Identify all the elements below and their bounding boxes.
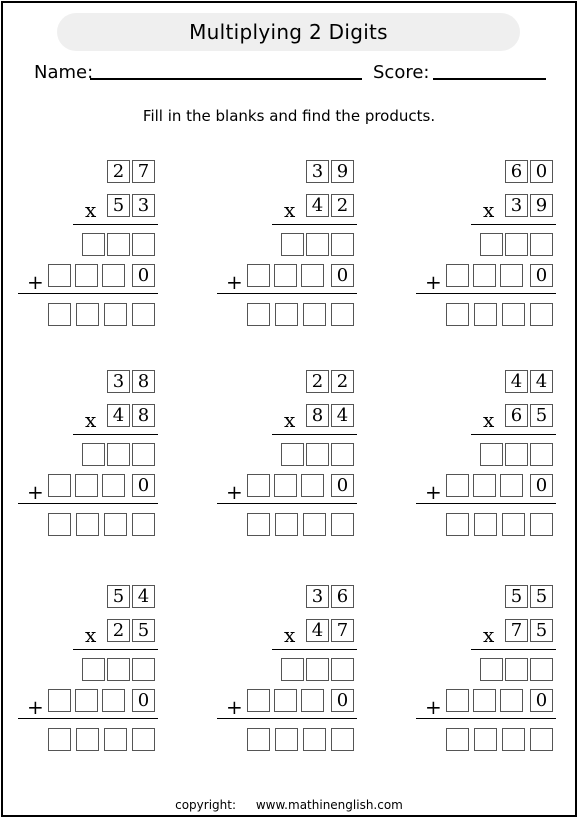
times-sign: x bbox=[483, 198, 495, 222]
partial-product-blank[interactable] bbox=[274, 264, 297, 287]
partial-product-blank[interactable] bbox=[247, 689, 270, 712]
partial-product-blank[interactable] bbox=[107, 443, 130, 466]
sum-line bbox=[217, 503, 357, 504]
plus-sign: + bbox=[27, 270, 44, 294]
multiplier-digit-box: 6 bbox=[505, 404, 528, 427]
multiplier-digit-box: 4 bbox=[107, 404, 130, 427]
product-blank[interactable] bbox=[275, 728, 298, 751]
product-blank[interactable] bbox=[48, 303, 71, 326]
multiplier-digit-box: 4 bbox=[331, 404, 354, 427]
sum-line bbox=[18, 293, 158, 294]
partial-product-blank[interactable] bbox=[102, 689, 125, 712]
top-digit-box: 5 bbox=[107, 585, 130, 608]
plus-sign: + bbox=[27, 480, 44, 504]
placeholder-zero-box: 0 bbox=[132, 474, 155, 497]
partial-product-blank[interactable] bbox=[132, 233, 155, 256]
sum-line bbox=[18, 503, 158, 504]
placeholder-zero-box: 0 bbox=[530, 264, 553, 287]
divider-line bbox=[471, 224, 556, 225]
divider-line bbox=[272, 434, 357, 435]
multiplier-digit-box: 9 bbox=[530, 194, 553, 217]
partial-product-blank[interactable] bbox=[480, 443, 503, 466]
top-digit-box: 7 bbox=[132, 160, 155, 183]
product-blank[interactable] bbox=[474, 303, 497, 326]
multiplier-digit-box: 5 bbox=[107, 194, 130, 217]
partial-product-blank[interactable] bbox=[247, 474, 270, 497]
partial-product-blank[interactable] bbox=[500, 264, 523, 287]
multiplier-digit-box: 5 bbox=[530, 619, 553, 642]
sum-line bbox=[217, 293, 357, 294]
partial-product-blank[interactable] bbox=[247, 264, 270, 287]
product-blank[interactable] bbox=[474, 513, 497, 536]
score-blank[interactable] bbox=[433, 78, 546, 80]
partial-product-blank[interactable] bbox=[48, 474, 71, 497]
multiplier-digit-box: 5 bbox=[132, 619, 155, 642]
top-digit-box: 2 bbox=[306, 370, 329, 393]
multiplier-digit-box: 7 bbox=[505, 619, 528, 642]
top-digit-box: 2 bbox=[107, 160, 130, 183]
sum-line bbox=[18, 718, 158, 719]
placeholder-zero-box: 0 bbox=[331, 689, 354, 712]
times-sign: x bbox=[85, 408, 97, 432]
product-blank[interactable] bbox=[446, 728, 469, 751]
product-blank[interactable] bbox=[247, 303, 270, 326]
product-blank[interactable] bbox=[474, 728, 497, 751]
product-blank[interactable] bbox=[48, 513, 71, 536]
top-digit-box: 4 bbox=[132, 585, 155, 608]
product-blank[interactable] bbox=[446, 513, 469, 536]
sum-line bbox=[416, 718, 556, 719]
partial-product-blank[interactable] bbox=[301, 689, 324, 712]
partial-product-blank[interactable] bbox=[473, 689, 496, 712]
partial-product-blank[interactable] bbox=[75, 689, 98, 712]
worksheet-title bbox=[57, 13, 520, 51]
plus-sign: + bbox=[425, 270, 442, 294]
partial-product-blank[interactable] bbox=[530, 233, 553, 256]
placeholder-zero-box: 0 bbox=[132, 689, 155, 712]
problem-1 bbox=[18, 157, 158, 332]
partial-product-blank[interactable] bbox=[107, 233, 130, 256]
partial-product-blank[interactable] bbox=[102, 264, 125, 287]
multiplier-digit-box: 8 bbox=[132, 404, 155, 427]
product-blank[interactable] bbox=[132, 303, 155, 326]
plus-sign: + bbox=[425, 695, 442, 719]
product-blank[interactable] bbox=[76, 728, 99, 751]
problem-9 bbox=[416, 582, 556, 757]
top-digit-box: 0 bbox=[530, 160, 553, 183]
partial-product-blank[interactable] bbox=[102, 474, 125, 497]
partial-product-blank[interactable] bbox=[132, 443, 155, 466]
times-sign: x bbox=[284, 408, 296, 432]
title-text: Multiplying 2 Digits bbox=[189, 20, 388, 44]
top-digit-box: 3 bbox=[306, 160, 329, 183]
partial-product-blank[interactable] bbox=[274, 474, 297, 497]
product-blank[interactable] bbox=[530, 728, 553, 751]
website-link[interactable]: www.mathinenglish.com bbox=[255, 798, 403, 812]
problem-2 bbox=[217, 157, 357, 332]
multiplier-digit-box: 8 bbox=[306, 404, 329, 427]
sum-line bbox=[217, 718, 357, 719]
placeholder-zero-box: 0 bbox=[132, 264, 155, 287]
partial-product-blank[interactable] bbox=[331, 233, 354, 256]
product-blank[interactable] bbox=[247, 513, 270, 536]
score-label: Score: bbox=[373, 62, 430, 83]
partial-product-blank[interactable] bbox=[446, 474, 469, 497]
partial-product-blank[interactable] bbox=[274, 689, 297, 712]
product-blank[interactable] bbox=[530, 303, 553, 326]
partial-product-blank[interactable] bbox=[306, 233, 329, 256]
multiplier-digit-box: 3 bbox=[132, 194, 155, 217]
problem-3 bbox=[416, 157, 556, 332]
name-label: Name: bbox=[34, 62, 94, 83]
top-digit-box: 4 bbox=[505, 370, 528, 393]
problem-6 bbox=[416, 367, 556, 542]
partial-product-blank[interactable] bbox=[331, 443, 354, 466]
product-blank[interactable] bbox=[502, 728, 525, 751]
partial-product-blank[interactable] bbox=[473, 264, 496, 287]
sum-line bbox=[416, 293, 556, 294]
partial-product-blank[interactable] bbox=[473, 474, 496, 497]
placeholder-zero-box: 0 bbox=[331, 474, 354, 497]
divider-line bbox=[73, 649, 158, 650]
product-blank[interactable] bbox=[331, 303, 354, 326]
product-blank[interactable] bbox=[530, 513, 553, 536]
instructions: Fill in the blanks and find the products. bbox=[142, 107, 436, 125]
partial-product-blank[interactable] bbox=[500, 689, 523, 712]
partial-product-blank[interactable] bbox=[505, 233, 528, 256]
product-blank[interactable] bbox=[104, 303, 127, 326]
times-sign: x bbox=[85, 198, 97, 222]
problem-8 bbox=[217, 582, 357, 757]
problem-7 bbox=[18, 582, 158, 757]
partial-product-blank[interactable] bbox=[82, 233, 105, 256]
placeholder-zero-box: 0 bbox=[530, 474, 553, 497]
multiplier-digit-box: 4 bbox=[306, 619, 329, 642]
multiplier-digit-box: 5 bbox=[530, 404, 553, 427]
product-blank[interactable] bbox=[303, 728, 326, 751]
times-sign: x bbox=[483, 623, 495, 647]
top-digit-box: 3 bbox=[306, 585, 329, 608]
product-blank[interactable] bbox=[303, 513, 326, 536]
partial-product-blank[interactable] bbox=[480, 233, 503, 256]
partial-product-blank[interactable] bbox=[301, 474, 324, 497]
multiplier-digit-box: 7 bbox=[331, 619, 354, 642]
product-blank[interactable] bbox=[104, 728, 127, 751]
problem-4 bbox=[18, 367, 158, 542]
top-digit-box: 4 bbox=[530, 370, 553, 393]
partial-product-blank[interactable] bbox=[75, 474, 98, 497]
top-digit-box: 9 bbox=[331, 160, 354, 183]
multiplier-digit-box: 3 bbox=[505, 194, 528, 217]
product-blank[interactable] bbox=[132, 728, 155, 751]
placeholder-zero-box: 0 bbox=[331, 264, 354, 287]
problem-5 bbox=[217, 367, 357, 542]
placeholder-zero-box: 0 bbox=[530, 689, 553, 712]
product-blank[interactable] bbox=[275, 513, 298, 536]
plus-sign: + bbox=[226, 695, 243, 719]
times-sign: x bbox=[284, 623, 296, 647]
product-blank[interactable] bbox=[247, 728, 270, 751]
divider-line bbox=[272, 649, 357, 650]
partial-product-blank[interactable] bbox=[500, 474, 523, 497]
partial-product-blank[interactable] bbox=[281, 443, 304, 466]
partial-product-blank[interactable] bbox=[331, 658, 354, 681]
top-digit-box: 5 bbox=[530, 585, 553, 608]
name-blank[interactable] bbox=[90, 78, 362, 80]
top-digit-box: 6 bbox=[331, 585, 354, 608]
product-blank[interactable] bbox=[331, 513, 354, 536]
partial-product-blank[interactable] bbox=[446, 264, 469, 287]
product-blank[interactable] bbox=[502, 303, 525, 326]
divider-line bbox=[471, 649, 556, 650]
multiplier-digit-box: 2 bbox=[331, 194, 354, 217]
partial-product-blank[interactable] bbox=[530, 658, 553, 681]
multiplier-digit-box: 4 bbox=[306, 194, 329, 217]
times-sign: x bbox=[483, 408, 495, 432]
top-digit-box: 3 bbox=[107, 370, 130, 393]
plus-sign: + bbox=[425, 480, 442, 504]
partial-product-blank[interactable] bbox=[132, 658, 155, 681]
product-blank[interactable] bbox=[331, 728, 354, 751]
partial-product-blank[interactable] bbox=[306, 658, 329, 681]
partial-product-blank[interactable] bbox=[446, 689, 469, 712]
product-blank[interactable] bbox=[303, 303, 326, 326]
partial-product-blank[interactable] bbox=[301, 264, 324, 287]
footer bbox=[0, 798, 578, 812]
partial-product-blank[interactable] bbox=[75, 264, 98, 287]
partial-product-blank[interactable] bbox=[48, 689, 71, 712]
partial-product-blank[interactable] bbox=[306, 443, 329, 466]
sum-line bbox=[416, 503, 556, 504]
partial-product-blank[interactable] bbox=[281, 658, 304, 681]
product-blank[interactable] bbox=[275, 303, 298, 326]
product-blank[interactable] bbox=[76, 303, 99, 326]
divider-line bbox=[272, 224, 357, 225]
partial-product-blank[interactable] bbox=[480, 658, 503, 681]
partial-product-blank[interactable] bbox=[82, 443, 105, 466]
partial-product-blank[interactable] bbox=[107, 658, 130, 681]
product-blank[interactable] bbox=[446, 303, 469, 326]
partial-product-blank[interactable] bbox=[530, 443, 553, 466]
partial-product-blank[interactable] bbox=[505, 443, 528, 466]
product-blank[interactable] bbox=[104, 513, 127, 536]
partial-product-blank[interactable] bbox=[48, 264, 71, 287]
plus-sign: + bbox=[226, 270, 243, 294]
divider-line bbox=[73, 224, 158, 225]
multiplier-digit-box: 2 bbox=[107, 619, 130, 642]
partial-product-blank[interactable] bbox=[82, 658, 105, 681]
product-blank[interactable] bbox=[48, 728, 71, 751]
plus-sign: + bbox=[226, 480, 243, 504]
times-sign: x bbox=[85, 623, 97, 647]
top-digit-box: 2 bbox=[331, 370, 354, 393]
product-blank[interactable] bbox=[502, 513, 525, 536]
partial-product-blank[interactable] bbox=[505, 658, 528, 681]
product-blank[interactable] bbox=[132, 513, 155, 536]
divider-line bbox=[73, 434, 158, 435]
top-digit-box: 6 bbox=[505, 160, 528, 183]
copyright-label: copyright: bbox=[175, 798, 237, 812]
top-digit-box: 8 bbox=[132, 370, 155, 393]
top-digit-box: 5 bbox=[505, 585, 528, 608]
times-sign: x bbox=[284, 198, 296, 222]
plus-sign: + bbox=[27, 695, 44, 719]
divider-line bbox=[471, 434, 556, 435]
partial-product-blank[interactable] bbox=[281, 233, 304, 256]
product-blank[interactable] bbox=[76, 513, 99, 536]
